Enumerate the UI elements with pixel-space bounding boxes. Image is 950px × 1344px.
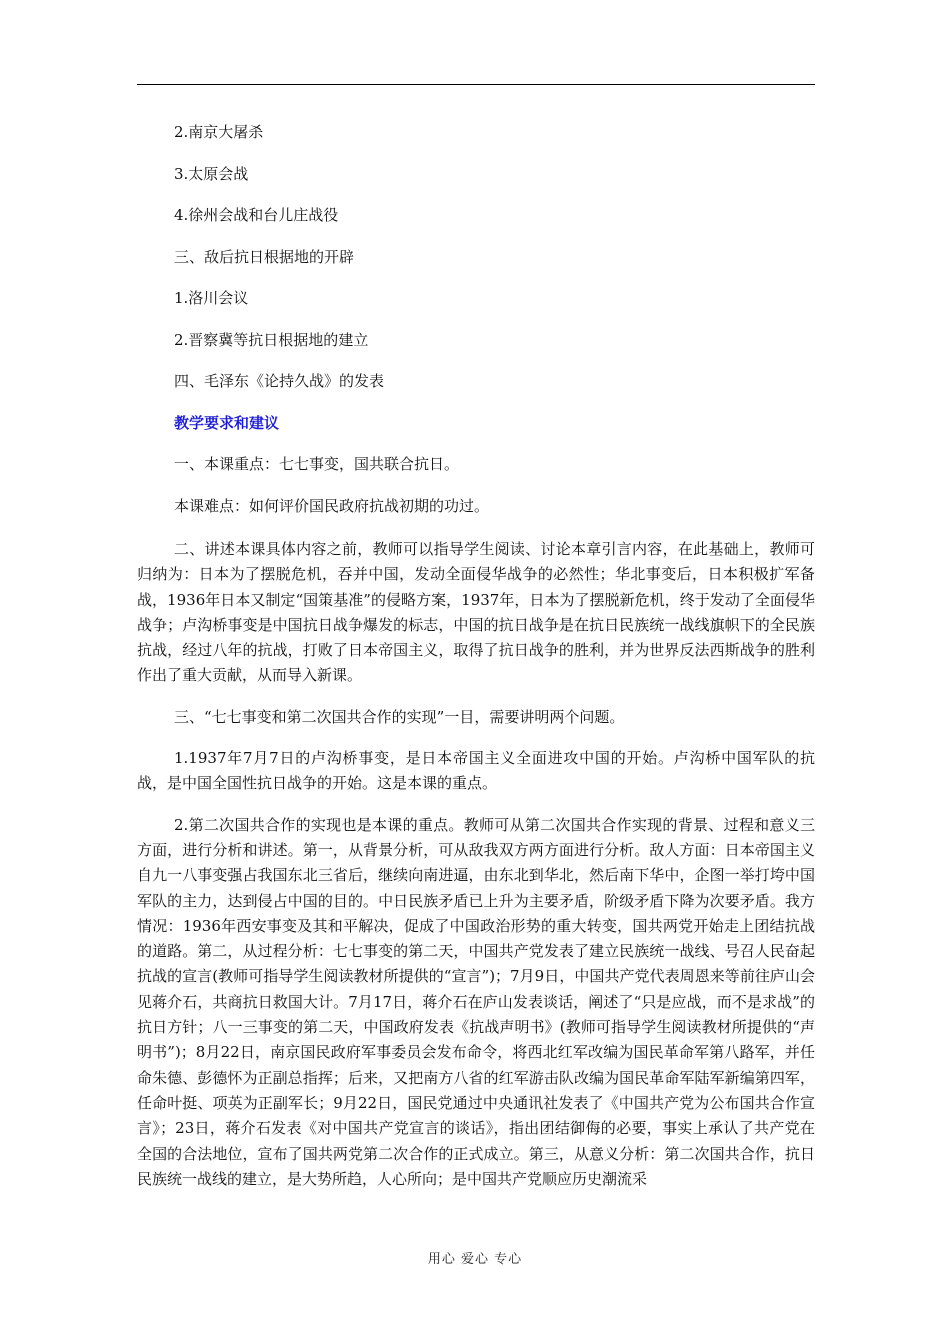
outline-item-taiyuan: 3.太原会战 — [174, 164, 249, 183]
page-body — [137, 122, 815, 1208]
outline-section-three: 三、敌后抗日根据地的开辟 — [174, 247, 355, 266]
outline-section-four: 四、毛泽东《论持久战》的发表 — [174, 372, 385, 390]
outline-item-nanjing: 2.南京大屠杀 — [174, 123, 264, 141]
difficulty-point: 本课难点：如何评价国民政府抗战初期的功过。 — [174, 496, 490, 515]
paragraph-intro: 二、讲述本课具体内容之前，教师可以指导学生阅读、讨论本章引言内容，在此基础上，教师可归纳为：日本为了摆脱危机，吞并中国，发动全面侵华战争的必然性；华北事变后，日本积极扩军备战，1936年日本又制定“国策基准”的侵略方案，1937年，日本为了摆脱新危机，终于发动了全面侵华战争；卢沟桥事变是中国抗日战争爆发的标志，中国的抗日战争是在抗日民族统一战线旗帜下的全民族抗战，经过八年的抗战，打败了日本帝国主义，取得了抗日战争的胜利，并为世界反法西斯战争的胜利作出了重大贡献，从而导入新课。 — [137, 540, 815, 685]
section-heading: 教学要求和建议 — [174, 413, 280, 432]
paragraph-lugouqiao: 1.1937年7月7日的卢沟桥事变，是日本帝国主义全面进攻中国的开始。卢沟桥中国军队的抗战，是中国全国性抗日战争的开始。这是本课的重点。 — [137, 749, 815, 793]
paragraph-item-three: 三、“七七事变和第二次国共合作的实现”一目，需要讲明两个问题。 — [174, 707, 625, 726]
outline-item-jinchaji: 2.晋察冀等抗日根据地的建立 — [174, 330, 369, 349]
outline-item-luochuan: 1.洛川会议 — [174, 289, 249, 307]
outline-item-xuzhou: 4.徐州会战和台儿庄战役 — [174, 206, 339, 224]
paragraph-cooperation: 2.第二次国共合作的实现也是本课的重点。教师可从第二次国共合作实现的背景、过程和意义三方面，进行分析和讲述。第一，从背景分析，可从敌我双方两方面进行分析。敌人方面：日本帝国主义自九一八事变强占我国东北三省后，继续向南进逼，由东北到华北，然后南下华中，企图一举打垮中国军队的主力，达到侵占中国的目的。中日民族矛盾已上升为主要矛盾，阶级矛盾下降为次要矛盾。我方情况：1936年西安事变及其和平解决，促成了中国政治形势的重大转变，国共两党开始走上团结抗战的道路。第二，从过程分析：七七事变的第二天，中国共产党发表了建立民族统一战线、号召人民奋起抗战的宣言(教师可指导学生阅读教材所提供的“宣言”)；7月9日，中国共产党代表周恩来等前往庐山会见蒋介石，共商抗日救国大计。7月17日，蒋介石在庐山发表谈话，阐述了“只是应战，而不是求战”的抗日方针；八一三事变的第二天，中国政府发表《抗战声明书》(教师可指导学生阅读教材所提供的“声明书”)；8月22日，南京国民政府军事委员会发布命令，将西北红军改编为国民革命军第八路军，并任命朱德、彭德怀为正副总指挥；后来，又把南方八省的红军游击队改编为国民革命军陆军新编第四军，任命叶挺、项英为正副军长；9月22日，国民党通过中央通讯社发表了《中国共产党为公布国共合作宣言》；23日，蒋介石发表《对中国共产党宣言的谈话》，指出团结御侮的必要，事实上承认了共产党在全国的合法地位，宣布了国共两党第二次合作的正式成立。第三，从意义分析：第二次国共合作，抗日民族统一战线的建立，是大势所趋，人心所向；是中国共产党顺应历史潮流采 — [137, 815, 815, 1188]
page-footer: 用心 爱心 专心 — [427, 1252, 523, 1267]
key-point: 一、本课重点：七七事变，国共联合抗日。 — [174, 455, 460, 473]
header-rule — [137, 84, 815, 85]
